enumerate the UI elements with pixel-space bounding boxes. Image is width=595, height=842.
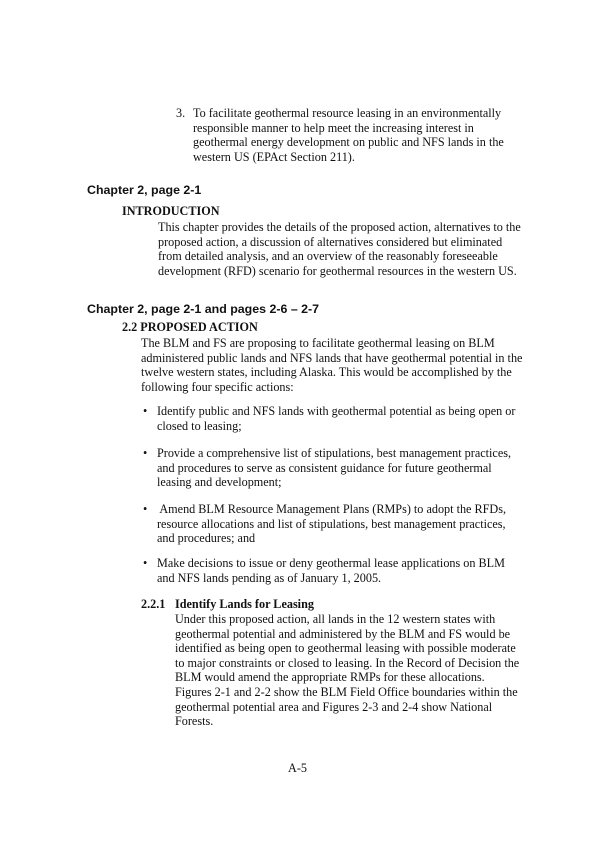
paragraph-line: to major constraints or closed to leasing. In the Record of Decision the <box>175 655 520 670</box>
item-line: western US (EPAct Section 211). <box>193 149 355 164</box>
bullet-line: resource allocations and list of stipulations, best management practices, <box>157 516 506 531</box>
bullet-icon: • <box>143 502 148 516</box>
paragraph-line: This chapter provides the details of the proposed action, alternatives to the <box>158 220 521 234</box>
item-line: geothermal energy development on public and NFS lands in the <box>193 135 504 150</box>
subsection-paragraph <box>175 612 519 729</box>
item-number: 3. <box>176 106 186 120</box>
paragraph-line: twelve western states, including Alaska. This would be accomplished by the <box>141 365 512 380</box>
bullet-line: Identify public and NFS lands with geothermal potential as being open or <box>157 404 516 418</box>
bullet-line: and NFS lands pending as of January 1, 2005. <box>157 570 382 585</box>
section-subheading: 2.2 PROPOSED ACTION <box>122 320 258 334</box>
bullet-line: closed to leasing; <box>157 418 242 433</box>
page-number: A-5 <box>288 761 307 775</box>
paragraph-line: The BLM and FS are proposing to facilitate geothermal leasing on BLM <box>141 336 495 350</box>
bullet-line: Make decisions to issue or deny geothermal lease applications on BLM <box>157 556 505 570</box>
item-line: To facilitate geothermal resource leasing in an environmentally <box>193 106 502 120</box>
bullet-line: Amend BLM Resource Management Plans (RMPs) to adopt the RFDs, <box>157 502 507 516</box>
paragraph-line: Figures 2-1 and 2-2 show the BLM Field Office boundaries within the <box>175 684 518 699</box>
bullet-icon: • <box>143 556 148 570</box>
bullet-line: Provide a comprehensive list of stipulations, best management practices, <box>157 446 512 460</box>
bullet-line: and procedures to serve as consistent guidance for future geothermal <box>157 460 492 475</box>
bullet-icon: • <box>143 446 148 460</box>
subsection-title: Identify Lands for Leasing <box>175 597 314 611</box>
bullet-line: and procedures; and <box>157 531 256 546</box>
paragraph-line: BLM would amend the appropriate RMPs for these allocations. <box>175 670 485 685</box>
section-subheading: INTRODUCTION <box>122 204 220 218</box>
chapter-heading: Chapter 2, page 2-1 and pages 2-6 – 2-7 <box>87 302 320 316</box>
proposed-action-paragraph <box>141 336 522 394</box>
item-line: responsible manner to help meet the increasing interest in <box>193 120 474 135</box>
paragraph-line: geothermal potential and administered by the BLM and FS would be <box>175 626 511 641</box>
paragraph-line: Under this proposed action, all lands in the 12 western states with <box>175 612 496 626</box>
item-text <box>193 106 504 164</box>
paragraph-line: Forests. <box>175 714 214 729</box>
paragraph-line: following four specific actions: <box>141 379 294 394</box>
paragraph-line: administered public lands and NFS lands that have geothermal potential in the <box>141 350 523 365</box>
subsection-number: 2.2.1 <box>141 597 166 611</box>
intro-paragraph <box>158 220 521 278</box>
bullet-line: leasing and development; <box>157 475 282 490</box>
paragraph-line: from detailed analysis, and an overview of the reasonably foreseeable <box>158 249 498 264</box>
paragraph-line: geothermal potential area and Figures 2-3 and 2-4 show National <box>175 699 493 714</box>
chapter-heading: Chapter 2, page 2-1 <box>87 183 202 197</box>
paragraph-line: identified as being open to geothermal leasing with possible moderate <box>175 641 516 656</box>
paragraph-line: development (RFD) scenario for geothermal resources in the western US. <box>158 263 517 278</box>
paragraph-line: proposed action, a discussion of alternatives considered but eliminated <box>158 234 503 249</box>
bullet-icon: • <box>143 404 148 418</box>
